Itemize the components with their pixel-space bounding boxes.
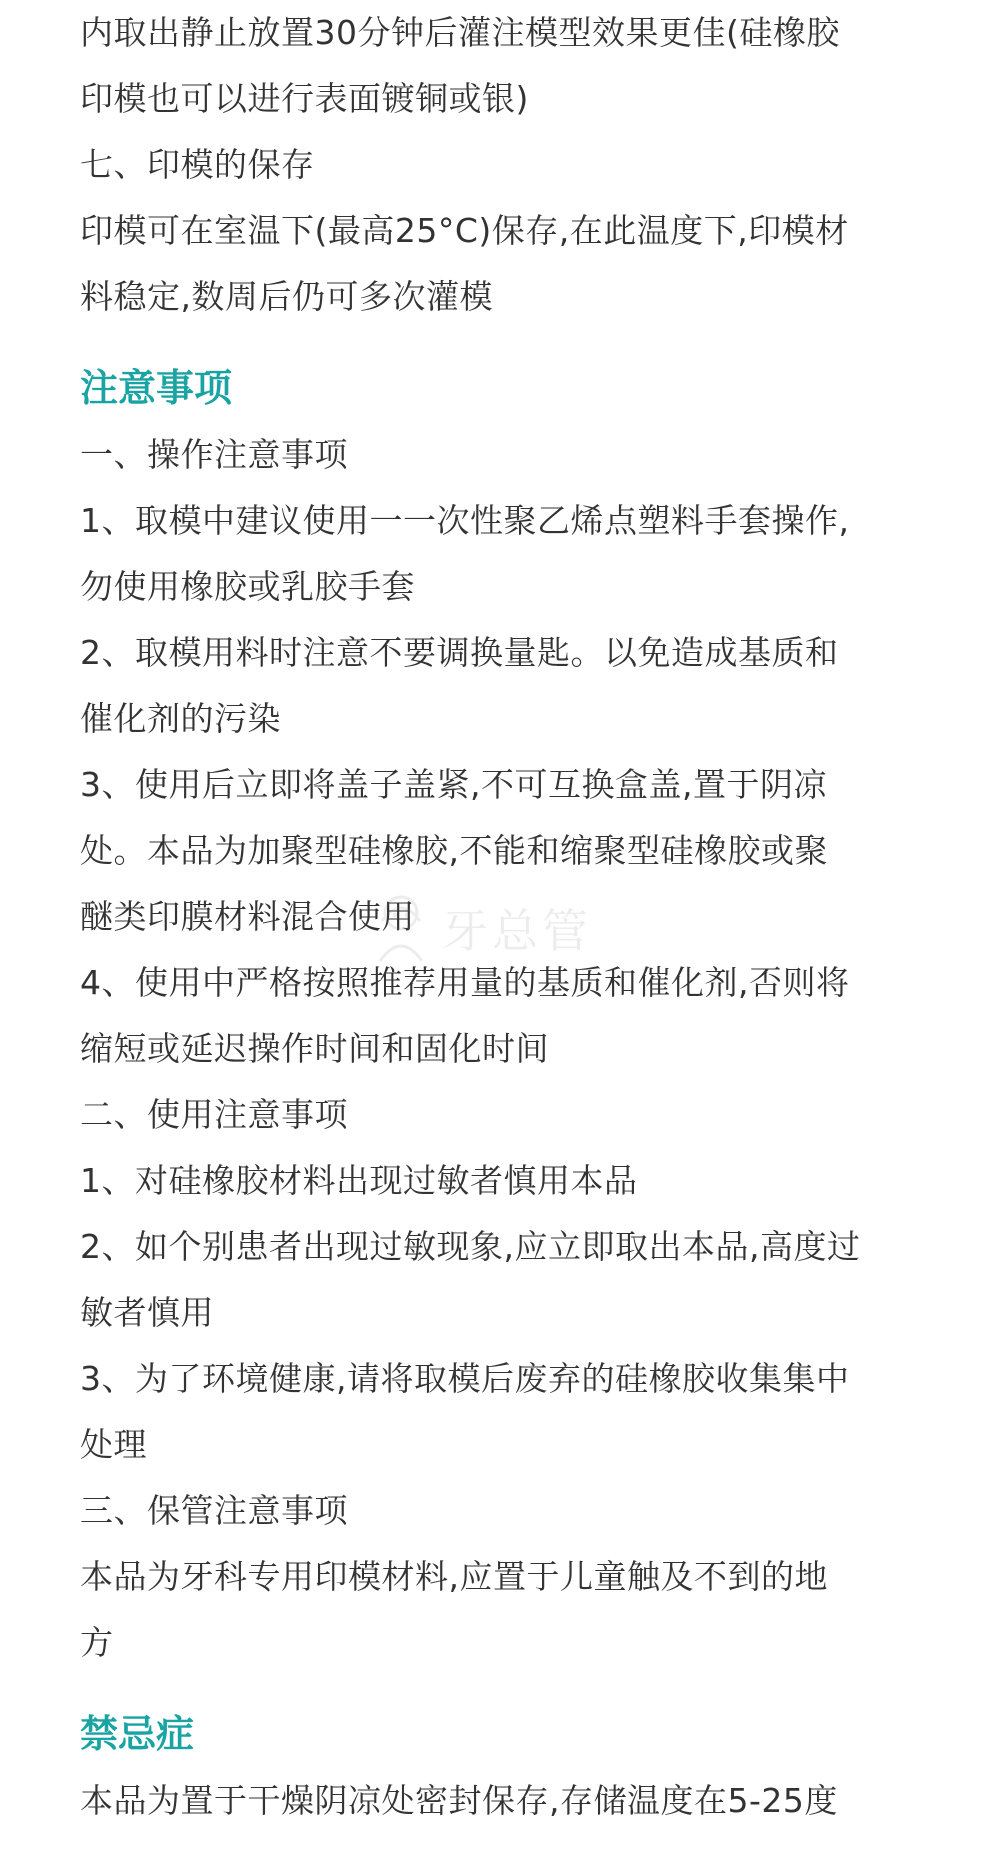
contraindications-heading: 禁忌症 bbox=[80, 1712, 195, 1756]
body-line: 敏者慎用 bbox=[80, 1293, 214, 1332]
body-line: 一、操作注意事项 bbox=[80, 435, 348, 474]
contraindications-section bbox=[80, 1768, 940, 1834]
body-line: 4、使用中严格按照推荐用量的基质和催化剂,否则将 bbox=[80, 963, 850, 1002]
body-line: 七、印模的保存 bbox=[80, 145, 315, 184]
body-line: 2、如个别患者出现过敏现象,应立即取出本品,高度过 bbox=[80, 1227, 861, 1266]
body-line: 印模可在室温下(最高25°C)保存,在此温度下,印模材 bbox=[80, 211, 849, 250]
body-line: 方 bbox=[80, 1623, 114, 1662]
body-line: 二、使用注意事项 bbox=[80, 1095, 348, 1134]
body-line: 内取出静止放置30分钟后灌注模型效果更佳(硅橡胶 bbox=[80, 13, 840, 52]
body-line: 3、为了环境健康,请将取模后废弃的硅橡胶收集集中 bbox=[80, 1359, 850, 1398]
body-line: 催化剂的污染 bbox=[80, 699, 281, 738]
body-line: 本品为牙科专用印模材料,应置于儿童触及不到的地 bbox=[80, 1557, 828, 1596]
body-line: 三、保管注意事项 bbox=[80, 1491, 348, 1530]
precautions-heading: 注意事项 bbox=[80, 366, 233, 410]
body-line: 醚类印膜材料混合使用 bbox=[80, 897, 415, 936]
body-line: 印模也可以进行表面镀铜或银) bbox=[80, 79, 529, 118]
body-line: 本品为置于干燥阴凉处密封保存,存储温度在5-25度 bbox=[80, 1781, 838, 1820]
body-line: 处。本品为加聚型硅橡胶,不能和缩聚型硅橡胶或聚 bbox=[80, 831, 828, 870]
body-line: 缩短或延迟操作时间和固化时间 bbox=[80, 1029, 549, 1068]
body-line: 勿使用橡胶或乳胶手套 bbox=[80, 567, 415, 606]
precautions-section bbox=[80, 422, 940, 1676]
article-body bbox=[80, 0, 940, 1834]
body-line: 料稳定,数周后仍可多次灌模 bbox=[80, 277, 493, 316]
body-line: 2、取模用料时注意不要调换量匙。以免造成基质和 bbox=[80, 633, 839, 672]
body-line: 1、对硅橡胶材料出现过敏者慎用本品 bbox=[80, 1161, 638, 1200]
body-line: 1、取模中建议使用一一次性聚乙烯点塑料手套操作, bbox=[80, 501, 850, 540]
intro-section bbox=[80, 0, 940, 330]
body-line: 3、使用后立即将盖子盖紧,不可互换盒盖,置于阴凉 bbox=[80, 765, 827, 804]
body-line: 处理 bbox=[80, 1425, 147, 1464]
watermark-text: 牙总管 bbox=[442, 904, 592, 958]
